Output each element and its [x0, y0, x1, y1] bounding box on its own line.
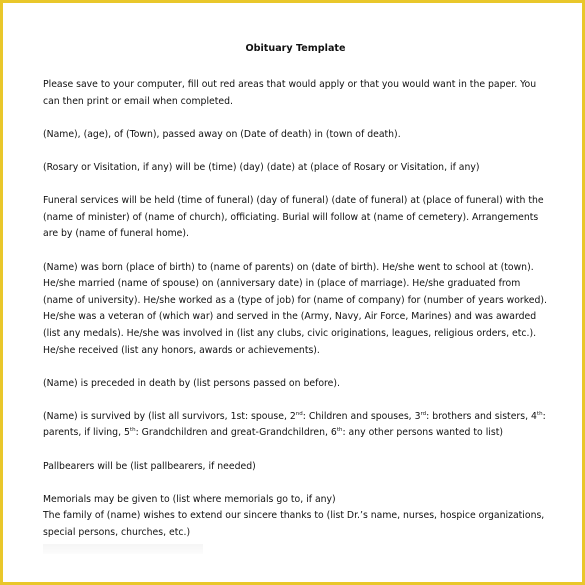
death-notice-paragraph: (Name), (age), of (Town), passed away on (Date of death) in (town of death). — [43, 128, 401, 140]
ordinal-suffix: th — [129, 427, 136, 434]
survived-text: : brothers and sisters, 4 — [426, 410, 537, 422]
document-page — [43, 43, 548, 554]
funeral-paragraph: Funeral services will be held (time of funeral) (day of funeral) (date of funeral) at (place of funeral) with the (name of minister) of (name of church), officiating. Burial will follow at (name of cemetery). Arrangements are by (name of funeral home). — [43, 195, 544, 240]
ordinal-suffix: th — [536, 410, 543, 417]
survived-text: : Grandchildren and great-Grandchildren, 6 — [135, 427, 337, 439]
survived-paragraph — [43, 409, 548, 442]
intro-paragraph: Please save to your computer, fill out red areas that would apply or that you would want in the paper. You can then print or email when completed. — [43, 79, 537, 107]
ordinal-suffix: nd — [295, 410, 303, 417]
survived-text: : Children and spouses, 3 — [302, 410, 421, 422]
survived-text: (Name) is survived by (list all survivors, 1st: spouse, 2 — [43, 410, 296, 422]
memorials-paragraph: Memorials may be given to (list where memorials go to, if any) — [43, 493, 336, 505]
pallbearers-paragraph: Pallbearers will be (list pallbearers, if needed) — [43, 460, 256, 472]
ordinal-suffix: rd — [420, 410, 427, 417]
preceded-paragraph: (Name) is preceded in death by (list persons passed on before). — [43, 377, 340, 389]
thanks-paragraph: The family of (name) wishes to extend our sincere thanks to (list Dr.’s name, nurses, hospice organizations, special persons, churches, etc.) — [43, 510, 545, 539]
biography-paragraph: (Name) was born (place of birth) to (name of parents) on (date of birth). He/she went to school at (town). He/she married (name of spouse) on (anniversary date) in (place of marriage). He/she graduated from (name of university). He/she worked as a (type of job) for (name of company) for (number of years worked). He/she was a veteran of (which war) and served in the (Army, Navy, Air Force, Marines) and was awarded (list any medals). He/she was involved in (list any clubs, civic originations, leagues, religious orders, etc.). He/she received (list any honors, awards or achievements). — [43, 261, 548, 356]
faded-text-line — [43, 544, 203, 554]
ordinal-suffix: th — [336, 427, 343, 434]
document-title: Obituary Template — [245, 43, 346, 54]
survived-text: : any other persons wanted to list) — [342, 427, 503, 439]
survived-text: : parents, if living, 5 — [43, 410, 546, 439]
rosary-paragraph: (Rosary or Visitation, if any) will be (time) (day) (date) at (place of Rosary or Visitation, if any) — [43, 161, 480, 173]
